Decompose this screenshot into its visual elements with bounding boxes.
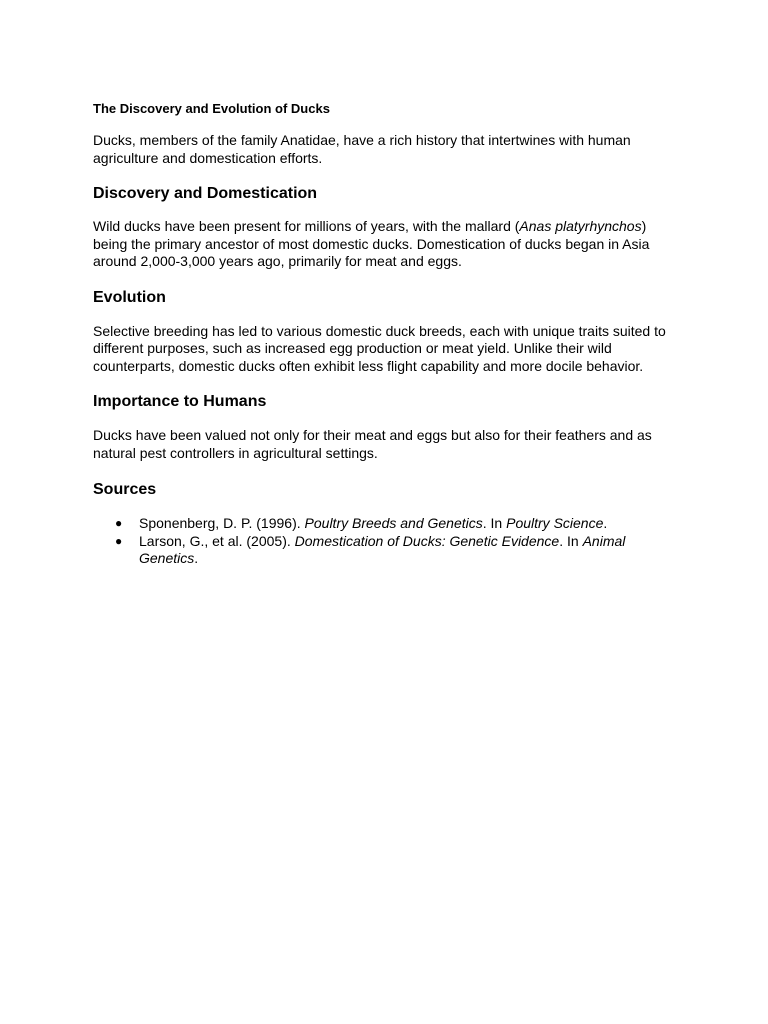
document-title: The Discovery and Evolution of Ducks xyxy=(93,101,330,116)
source-title: Domestication of Ducks: Genetic Evidence xyxy=(294,532,560,549)
section-heading-importance: Importance to Humans xyxy=(93,393,267,410)
source-connector: . In xyxy=(482,515,507,531)
document-page xyxy=(93,100,683,568)
section-paragraph-discovery xyxy=(93,218,683,271)
source-end: . xyxy=(603,515,608,531)
source-end: . xyxy=(194,550,199,566)
source-authors: Larson, G., et al. (2005). xyxy=(139,532,295,549)
bullet-icon: ● xyxy=(115,516,123,530)
section-paragraph-importance: Ducks have been valued not only for their meat and eggs but also for their feathers and as natural pest controllers in agricultural settings. xyxy=(93,427,652,461)
intro-paragraph: Ducks, members of the family Anatidae, have a rich history that intertwines with human agriculture and domestication efforts. xyxy=(93,132,631,166)
bullet-icon: ● xyxy=(115,533,123,548)
section-heading-discovery: Discovery and Domestication xyxy=(93,185,318,202)
sources-heading: Sources xyxy=(93,481,157,498)
source-connector: . In xyxy=(559,532,583,549)
source-item xyxy=(93,515,683,533)
source-item xyxy=(93,533,683,568)
section-paragraph-evolution: Selective breeding has led to various domestic duck breeds, each with unique traits suited to different purposes, such as increased egg production or meat yield. Unlike their wild counterparts, domestic ducks often exhibit less flight capability and more docile behavior. xyxy=(93,322,666,374)
discovery-text-end: ) being the primary ancestor of most domestic ducks. Domestication of ducks began in Asia around 2,000-3,000 years ago, primarily for meat and eggs. xyxy=(93,218,650,269)
section-heading-evolution: Evolution xyxy=(93,288,166,306)
source-authors: Sponenberg, D. P. (1996). xyxy=(139,515,305,531)
sources-list xyxy=(93,515,683,568)
source-title: Poultry Breeds and Genetics xyxy=(304,515,483,531)
species-name: Anas platyrhynchos xyxy=(519,218,642,234)
source-venue: Poultry Science xyxy=(506,515,604,531)
discovery-text-start: Wild ducks have been present for millions of years, with the mallard ( xyxy=(93,218,520,234)
source-venue: Animal Genetics xyxy=(139,532,626,566)
